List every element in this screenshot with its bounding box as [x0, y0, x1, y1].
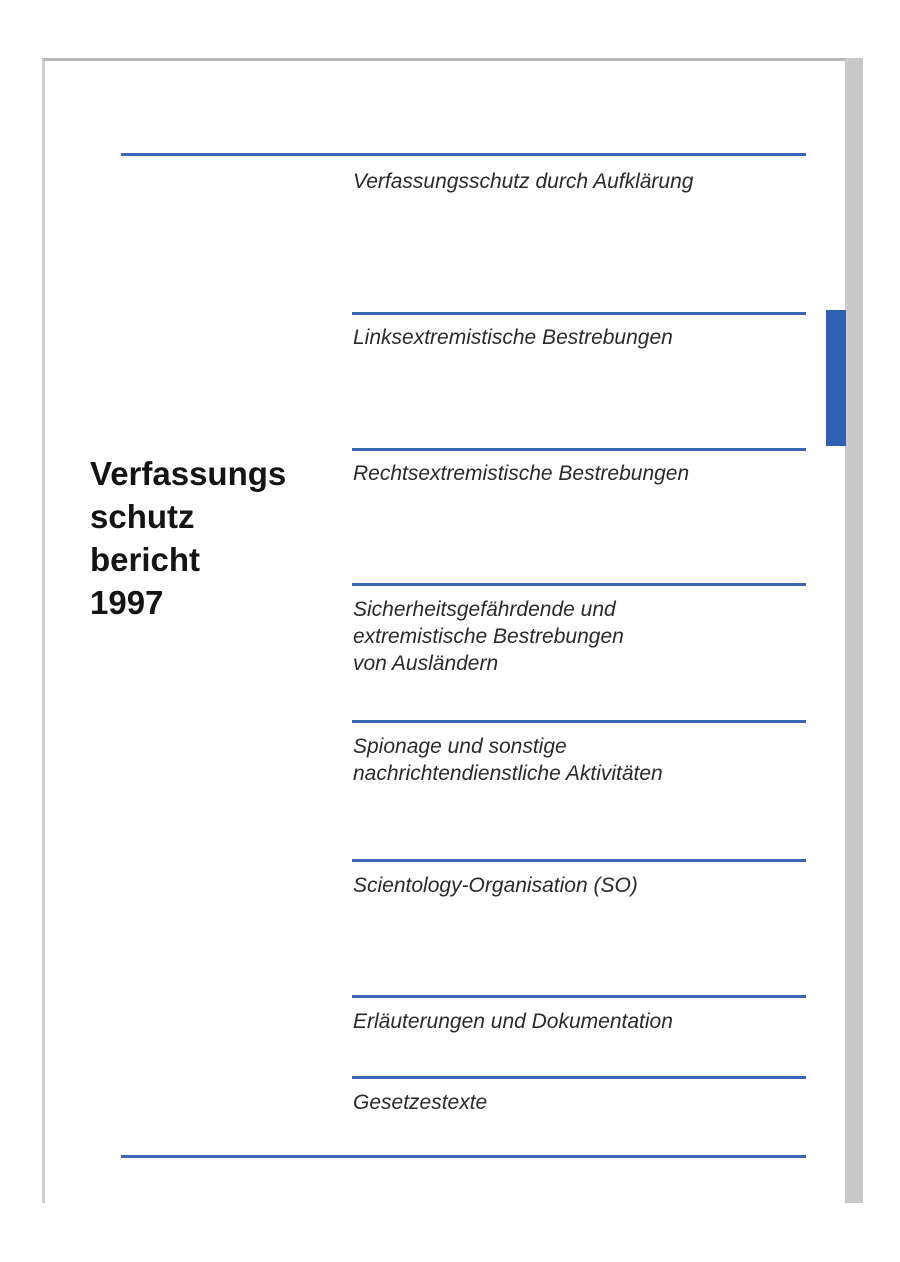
section-rule-2: [352, 312, 806, 315]
section-rule-7: [352, 995, 806, 998]
bottom-rule: [121, 1155, 806, 1158]
section-rule-8: [352, 1076, 806, 1079]
section-rule-3: [352, 448, 806, 451]
section-rule-4: [352, 583, 806, 586]
section-rule-6: [352, 859, 806, 862]
section-5: Spionage und sonstige nachrichtendienstliche Aktivitäten: [353, 735, 663, 785]
title-line-2: schutz: [90, 498, 195, 535]
section-2: Linksextremistische Bestrebungen: [353, 326, 673, 349]
section-7: Erläuterungen und Dokumentation: [353, 1010, 673, 1033]
title-line-4: 1997: [90, 584, 164, 621]
section-3: Rechtsextremistische Bestrebungen: [353, 462, 690, 485]
top-rule: [121, 153, 806, 156]
title-line-1: Verfassungs: [90, 455, 287, 492]
report-title: [90, 452, 330, 624]
section-rule-5: [352, 720, 806, 723]
chapter-tab-marker: [826, 310, 846, 446]
section-1: Verfassungsschutz durch Aufklärung: [353, 170, 694, 193]
section-6: Scientology-Organisation (SO): [353, 874, 638, 897]
section-4: Sicherheitsgefährdende und extremistische Bestrebungen von Ausländern: [353, 598, 624, 675]
title-line-3: bericht: [90, 541, 201, 578]
section-8: Gesetzestexte: [353, 1091, 488, 1114]
